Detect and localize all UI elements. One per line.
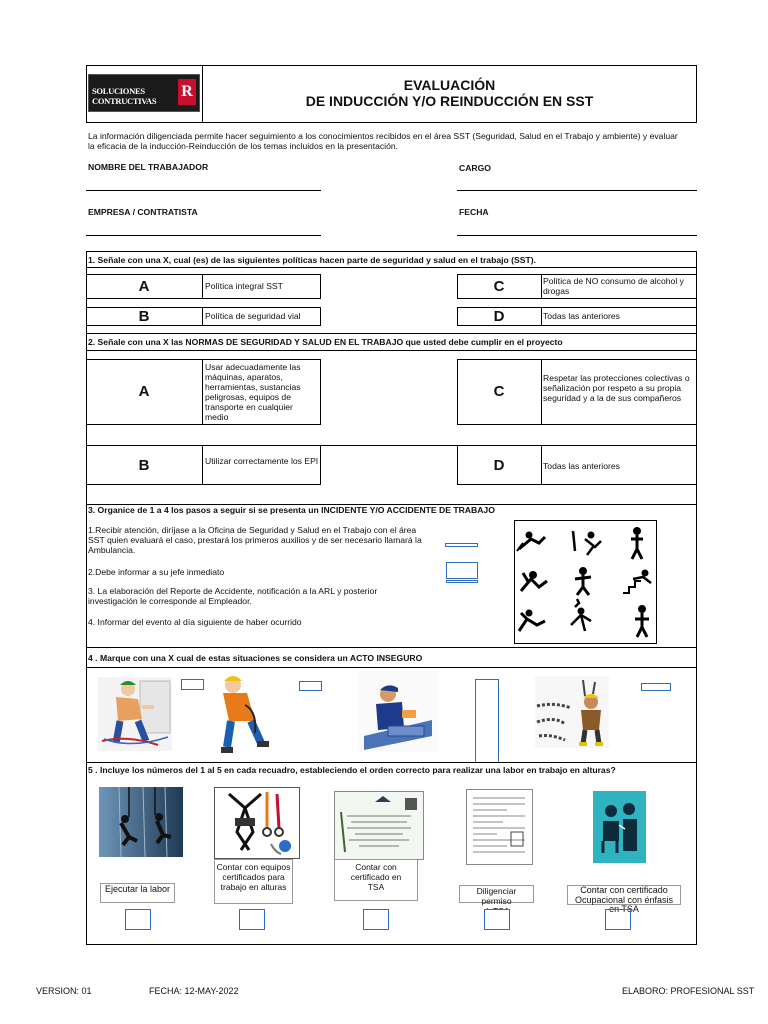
q2-letter-d: D <box>493 457 505 474</box>
q3-step-2-order-box[interactable] <box>446 562 478 579</box>
alturas-caption-3: Contar con certificado en TSA <box>334 859 418 901</box>
q1-option-a-text: Política integral SST <box>205 281 283 291</box>
q3-step-1: 1.Recibir atención, diríjase a la Oficina de Seguridad y Salud en el Trabajo con el área SST quien evaluará el caso, prestará los primeros auxilios y de ser necesario llamará la Ambulancia. <box>88 525 422 555</box>
q3-step-2: 2.Debe informar a su jefe inmediato <box>88 567 225 577</box>
date-field[interactable] <box>457 235 697 236</box>
q1-letter-c: C <box>493 278 505 295</box>
date-label: FECHA <box>459 207 489 217</box>
q5-text: 5 . Incluye los números del 1 al 5 en cada recuadro, estableciendo el orden correcto para realizar una labor en trabajo en alturas? <box>88 765 616 775</box>
page-title <box>202 77 697 109</box>
footer-version: VERSION: 01 <box>36 986 92 996</box>
q2-letter-c: C <box>493 383 505 400</box>
unsafe-act-image-1 <box>98 677 172 751</box>
worker-name-label: NOMBRE DEL TRABAJADOR <box>88 162 209 172</box>
q1-letter-d: D <box>493 308 505 325</box>
q3-text: 3. Organice de 1 a 4 los pasos a seguir si se presenta un INCIDENTE Y/O ACCIDENTE DE TRABAJO <box>88 505 495 515</box>
company-label: EMPRESA / CONTRATISTA <box>88 207 198 217</box>
unsafe-act-check-1[interactable] <box>181 679 204 690</box>
q3-step-3-order-box[interactable] <box>446 580 478 583</box>
alturas-order-box-3[interactable] <box>363 909 389 930</box>
unsafe-act-image-4 <box>535 676 609 748</box>
q1-option-b-text: Política de seguridad vial <box>205 311 301 321</box>
unsafe-act-check-2[interactable] <box>299 681 322 691</box>
q2-option-c-text: Respetar las protecciones colectivas o señalización por respeto a su propia seguridad y a la de sus compañeros <box>543 373 690 403</box>
footer-date: FECHA: 12-MAY-2022 <box>149 986 239 996</box>
q2-option-b-text: Utilizar correctamente los EPI <box>205 456 319 466</box>
position-label: CARGO <box>459 163 491 173</box>
alturas-image-5 <box>593 791 646 863</box>
logo-badge: R <box>178 79 196 105</box>
alturas-order-box-1[interactable] <box>125 909 151 930</box>
company-field[interactable] <box>86 235 321 236</box>
position-field[interactable] <box>457 190 697 191</box>
q2-letter-b: B <box>138 457 150 474</box>
footer-author: ELABORO: PROFESIONAL SST <box>622 986 755 996</box>
alturas-order-box-4[interactable] <box>484 909 510 930</box>
alturas-caption-2: Contar con equipos certificados para trabajo en alturas <box>214 859 293 904</box>
alturas-caption-4: Diligenciar permiso <box>459 885 534 903</box>
company-logo <box>88 74 200 112</box>
intro-text: La información diligenciada permite hacer seguimiento a los conocimientos recibidos en el área SST (Seguridad, Salud en el Trabajo y ambiente) y evaluar la eficacia de la inducción-Reinducción de los temas incluidos en la presentación. <box>88 131 678 151</box>
title-line-1: EVALUACIÓN <box>403 77 496 93</box>
unsafe-act-image-3 <box>358 670 438 752</box>
q1-letter-a: A <box>138 278 150 295</box>
title-line-2: DE INDUCCIÓN Y/O REINDUCCIÓN EN SST <box>305 93 594 109</box>
worker-name-field[interactable] <box>86 190 321 191</box>
alturas-caption-5: Contar con certificado Ocupacional con énfasis en TSA <box>567 885 681 905</box>
q1-option-d-text: Todas las anteriores <box>543 311 620 321</box>
q1-letter-b: B <box>138 308 150 325</box>
q2-option-a-text: Usar adecuadamente las máquinas, aparatos, herramientas, sustancias peligrosas, equipos de transporte en cualquier medio <box>205 362 301 422</box>
alturas-caption-1: Ejecutar la labor <box>100 883 175 903</box>
q3-step-3: 3. La elaboración del Reporte de Accidente, notificación a la ARL y posterior investigación le corresponde al Empleador. <box>88 586 378 606</box>
alturas-order-box-5[interactable] <box>605 909 631 930</box>
q1-option-c-text: Política de NO consumo de alcohol y drogas <box>543 276 684 296</box>
alturas-order-box-2[interactable] <box>239 909 265 930</box>
q3-step-4: 4. Informar del evento al día siguiente de haber ocurrido <box>88 617 302 627</box>
logo-text: SOLUCIONES CONTRUCTIVAS <box>92 86 157 106</box>
accident-pictograms <box>514 520 657 644</box>
unsafe-act-check-3[interactable] <box>475 679 499 763</box>
alturas-image-4 <box>466 789 533 865</box>
alturas-image-3 <box>334 791 424 860</box>
q4-text: 4 . Marque con una X cual de estas situaciones se considera un ACTO INSEGURO <box>88 653 423 663</box>
q2-option-d-text: Todas las anteriores <box>543 461 620 471</box>
alturas-image-2 <box>214 787 300 859</box>
alturas-image-1 <box>99 787 183 857</box>
q2-text: 2. Señale con una X las NORMAS DE SEGURIDAD Y SALUD EN EL TRABAJO que usted debe cumplir en el proyecto <box>88 337 563 347</box>
unsafe-act-check-4[interactable] <box>641 683 671 691</box>
q3-step-1-order-box[interactable] <box>445 543 478 547</box>
accident-pictograms-svg <box>515 521 656 643</box>
q2-letter-a: A <box>138 383 150 400</box>
q1-text: 1. Señale con una X, cual (es) de las siguientes políticas hacen parte de seguridad y salud en el trabajo (SST). <box>88 255 536 265</box>
unsafe-act-image-2 <box>211 671 277 757</box>
